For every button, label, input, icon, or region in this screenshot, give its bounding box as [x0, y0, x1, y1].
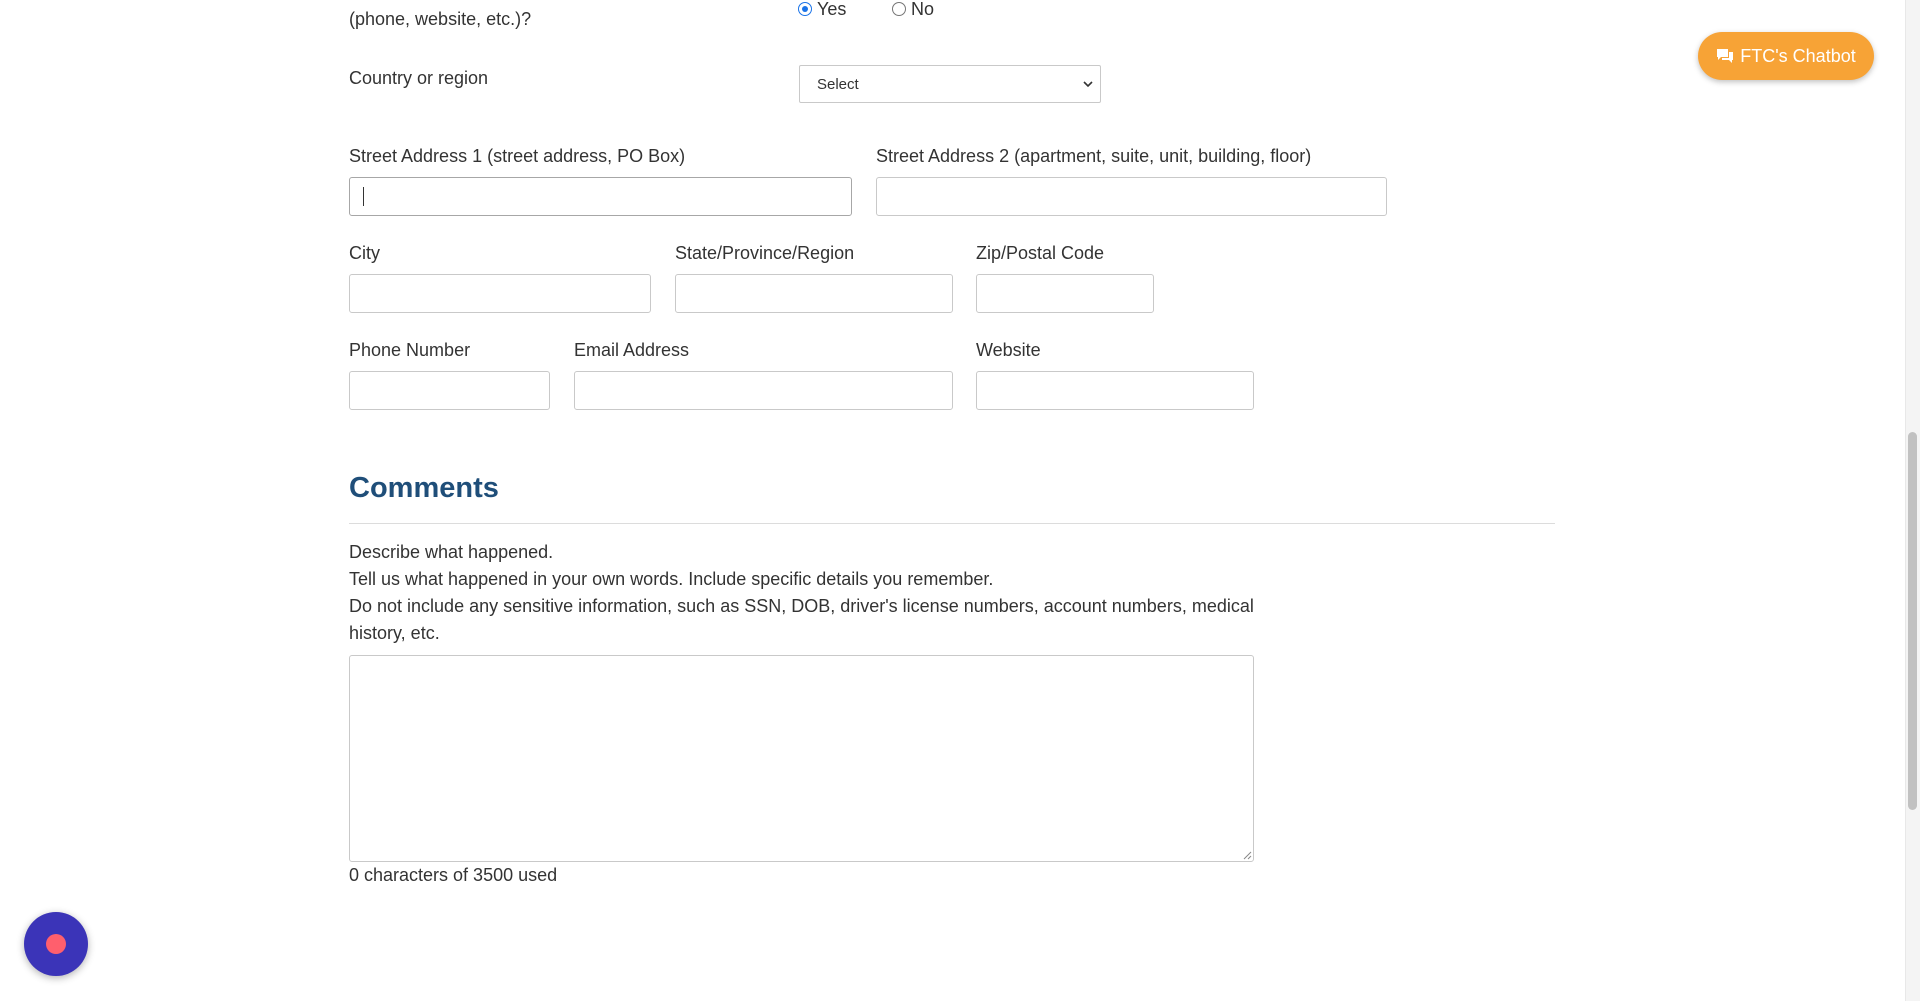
phone-input[interactable] — [349, 371, 550, 410]
chatbot-label: FTC's Chatbot — [1740, 45, 1856, 66]
comments-textarea[interactable] — [349, 655, 1254, 862]
country-select-value: Select — [817, 75, 859, 93]
phone-label: Phone Number — [349, 340, 471, 360]
street2-input[interactable] — [876, 177, 1387, 216]
record-dot-icon — [46, 934, 66, 954]
comments-instruction-1: Describe what happened. — [349, 542, 554, 562]
street2-label: Street Address 2 (apartment, suite, unit, building, floor) — [876, 146, 1312, 166]
email-input[interactable] — [574, 371, 953, 410]
email-label: Email Address — [574, 340, 690, 360]
state-input[interactable] — [675, 274, 953, 313]
resize-grip-icon[interactable] — [1243, 851, 1252, 860]
text-caret — [363, 187, 364, 206]
comments-instruction-3: Do not include any sensitive information, such as SSN, DOB, driver's license numbers, account numbers, medical — [349, 596, 1254, 616]
zip-input[interactable] — [976, 274, 1154, 313]
radio-yes-label[interactable]: Yes — [817, 0, 847, 19]
scrollbar-thumb[interactable] — [1908, 432, 1917, 810]
comments-heading: Comments — [349, 472, 499, 504]
city-input[interactable] — [349, 274, 651, 313]
website-input[interactable] — [976, 371, 1254, 410]
comments-instruction-4: history, etc. — [349, 623, 440, 643]
radio-no-label[interactable]: No — [911, 0, 935, 19]
chatbot-button[interactable] — [1698, 32, 1874, 80]
country-select[interactable] — [799, 65, 1101, 103]
chevron-down-icon — [1082, 77, 1094, 91]
character-counter: 0 characters of 3500 used — [349, 865, 558, 885]
comments-instruction-2: Tell us what happened in your own words. Include specific details you remember. — [349, 569, 994, 589]
state-label: State/Province/Region — [675, 243, 855, 263]
zip-label: Zip/Postal Code — [976, 243, 1105, 263]
street1-label: Street Address 1 (street address, PO Box) — [349, 146, 686, 166]
floating-widget-button[interactable] — [24, 912, 88, 976]
country-label: Country or region — [349, 68, 489, 88]
question-text: (phone, website, etc.)? — [349, 9, 532, 29]
chat-bubbles-icon — [1716, 48, 1734, 64]
section-divider — [349, 523, 1555, 524]
radio-yes[interactable] — [798, 2, 812, 16]
website-label: Website — [976, 340, 1041, 360]
radio-no[interactable] — [892, 2, 906, 16]
city-label: City — [349, 243, 380, 263]
street1-input[interactable] — [349, 177, 852, 216]
